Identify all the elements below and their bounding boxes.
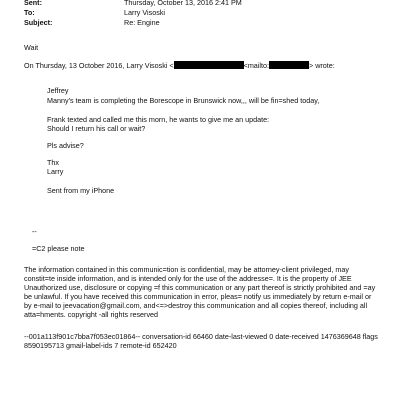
subject-label: Subject: [24, 18, 53, 27]
message-metadata: --001a113f901c7bba7f053ec01864-- conversation-id 66460 date-last-viewed 0 date-received 1476369648 flags 8590195713 gmail-label-ids 7 remote-id 652420 [24, 332, 378, 350]
quoted-line: Manny's team is completing the Borescope in Brunswick now,,, will be fin=shed today, [47, 96, 320, 105]
quoted-signature: Sent from my iPhone [47, 186, 115, 195]
quote-intro-suffix: > wrote: [309, 61, 335, 70]
quoted-line: Should I return his call or wait? [47, 124, 146, 133]
confidentiality-notice: The information contained in this communic=tion is confidential, may be attorney-client privileged, may constit=te inside information, and is intended only for the use of the addresse=. It is the property of JEE Unauthorized use, disclosure or copying =f this communication or any part thereof is strictly prohibited and =ay be unlawful. If you have received this communication in error, pleas= notify us immediately by return e-mail or by e-mail to jeevacation@gmail.com, and<=>destroy this communication and all copies thereof, including all atta=hments. copyright -all rights reserved [24, 265, 376, 319]
quoted-line: Pls advise? [47, 141, 84, 150]
sent-value: Thursday, October 13, 2016 2:41 PM [124, 0, 242, 7]
subject-value: Re: Engine [124, 18, 160, 27]
quote-intro [24, 61, 335, 70]
quote-intro-prefix: On Thursday, 13 October 2016, Larry Visoski < [24, 61, 174, 70]
separator-dashes: -- [32, 227, 37, 236]
redacted-email-block [174, 61, 244, 69]
quoted-greeting: Jeffrey [47, 86, 69, 95]
to-label: To: [24, 8, 35, 17]
sent-label: Sent: [24, 0, 42, 7]
to-value: Larry Visoski [124, 8, 166, 17]
quoted-line: Frank texted and called me this morn, he wants to give me an update: [47, 115, 270, 124]
wait-text: Wait [24, 43, 39, 52]
note-text: =C2 please note [32, 244, 85, 253]
quoted-sender-name: Larry [47, 167, 64, 176]
redacted-mailto-block [269, 61, 309, 69]
quote-intro-mailto: <mailto: [243, 61, 269, 70]
quoted-thanks: Thx [47, 158, 59, 167]
